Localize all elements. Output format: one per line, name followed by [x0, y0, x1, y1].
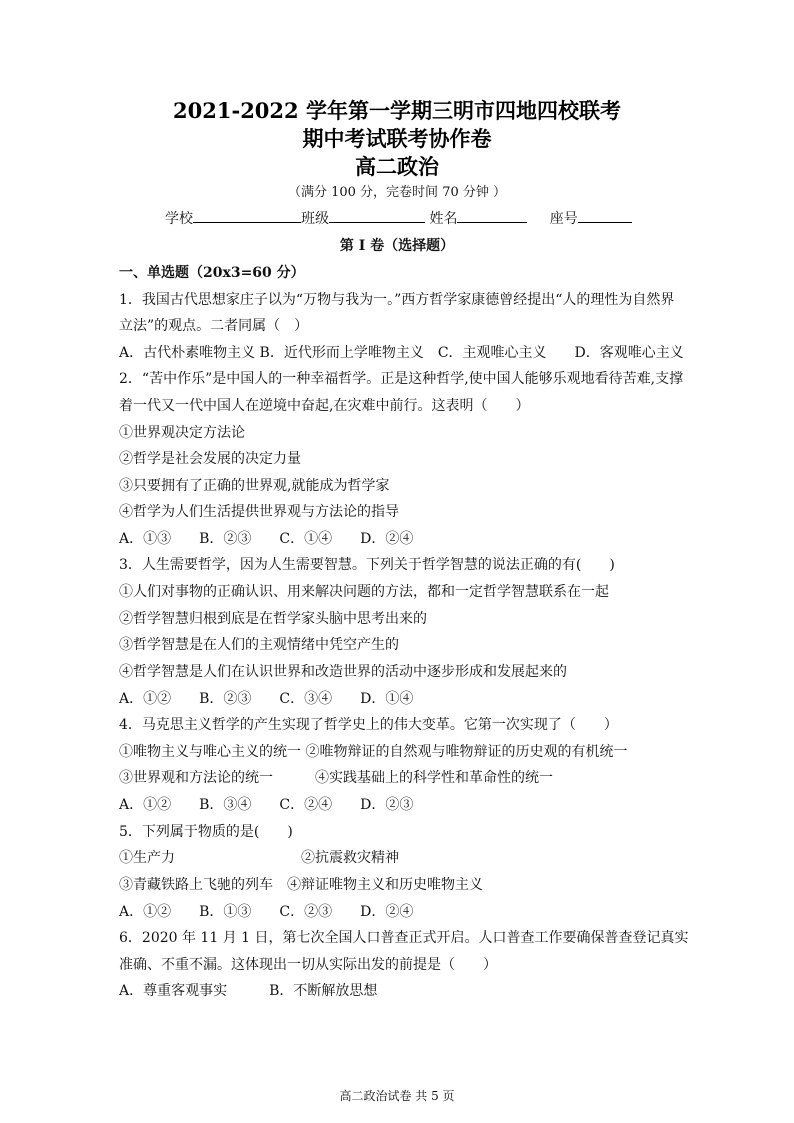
school-blank [193, 208, 301, 223]
content-line: ④哲学智慧是人们在认识世界和改造世界的活动中逐步形成和发展起来的 [119, 664, 567, 680]
content-line: A．①③ B．②③ C．①④ D．②④ [119, 531, 414, 547]
content-line: A．尊重客观事实 B．不断解放思想 [119, 983, 378, 999]
content-line: 6．2020 年 11 月 1 日，第七次全国人口普查正式开启。人口普查工作要确保普查登记真实 [119, 930, 689, 946]
school-label: 学校 [165, 211, 193, 227]
content-line: ①世界观决定方法论 [119, 425, 245, 441]
content-line: ④哲学为人们生活提供世界观与方法论的指导 [119, 504, 399, 520]
exam-title-line2: 期中考试联考协作卷 [302, 126, 492, 151]
content-line: 准确、不重不漏。这体现出一切从实际出发的前提是（ ） [119, 957, 497, 973]
content-line: ②哲学智慧归根到底是在哲学家头脑中思考出来的 [119, 611, 427, 627]
content-line: A．①② B．①③ C．②③ D．②④ [119, 904, 414, 920]
content-line: 4．马克思主义哲学的产生实现了哲学史上的伟大变革。它第一次实现了（ ） [119, 717, 618, 733]
content-line: ③青藏铁路上飞驰的列车 ④辩证唯物主义和历史唯物主义 [119, 877, 483, 893]
content-line: ①生产力 ②抗震救灾精神 [119, 850, 399, 866]
content-line: 着一代又一代中国人在逆境中奋起,在灾难中前行。这表明（ ） [119, 398, 530, 414]
page-footer: 高二政治试卷 共 5 页 [339, 1089, 455, 1103]
section-heading: 一、单选题（20x3=60 分） [119, 265, 305, 281]
exam-subject-title: 高二政治 [355, 154, 439, 179]
student-info-row [165, 208, 632, 229]
class-blank [329, 208, 425, 223]
content-line: ③只要拥有了正确的世界观,就能成为哲学家 [119, 478, 390, 494]
exam-title-line1: 2021-2022 学年第一学期三明市四地四校联考 [173, 98, 621, 123]
content-line: 3．人生需要哲学，因为人生需要智慧。下列关于哲学智慧的说法正确的有( ) [119, 557, 615, 573]
name-blank [457, 208, 527, 223]
seat-label: 座号 [549, 211, 578, 227]
content-line: 2．“苦中作乐”是中国人的一种幸福哲学。正是这种哲学,使中国人能够乐观地看待苦难,支撑 [119, 371, 684, 387]
content-line: A．①② B．②③ C．③④ D．①④ [119, 691, 414, 707]
content-line: A．①② B．③④ C．②④ D．②③ [119, 797, 414, 813]
content-line: ②哲学是社会发展的决定力量 [119, 451, 301, 467]
volume-heading: 第 I 卷（选择题） [339, 238, 455, 254]
content-line: 1．我国古代思想家庄子以为“万物与我为一。”西方哲学家康德曾经提出“人的理性为自然界 [119, 292, 675, 308]
content-line: A．古代朴素唯物主义 B．近代形而上学唯物主义 C．主观唯心主义 D．客观唯心主义 [119, 345, 684, 361]
content-line: 5．下列属于物质的是( ) [119, 824, 293, 840]
content-line: 立法”的观点。二者同属（ ） [119, 318, 309, 334]
name-label: 姓名 [429, 211, 458, 227]
content-line: ③世界观和方法论的统一 ④实践基础上的科学性和革命性的统一 [119, 770, 553, 786]
seat-blank [578, 208, 632, 223]
content-line: ①唯物主义与唯心主义的统一 ②唯物辩证的自然观与唯物辩证的历史观的有机统一 [119, 744, 628, 760]
content-line: ③哲学智慧是在人们的主观情绪中凭空产生的 [119, 637, 399, 653]
exam-score-time: （满分 100 分，完卷时间 70 分钟 ） [287, 185, 507, 200]
content-line: ①人们对事物的正确认识、用来解决问题的方法，都和一定哲学智慧联系在一起 [119, 584, 609, 600]
class-label: 班级 [301, 211, 329, 227]
